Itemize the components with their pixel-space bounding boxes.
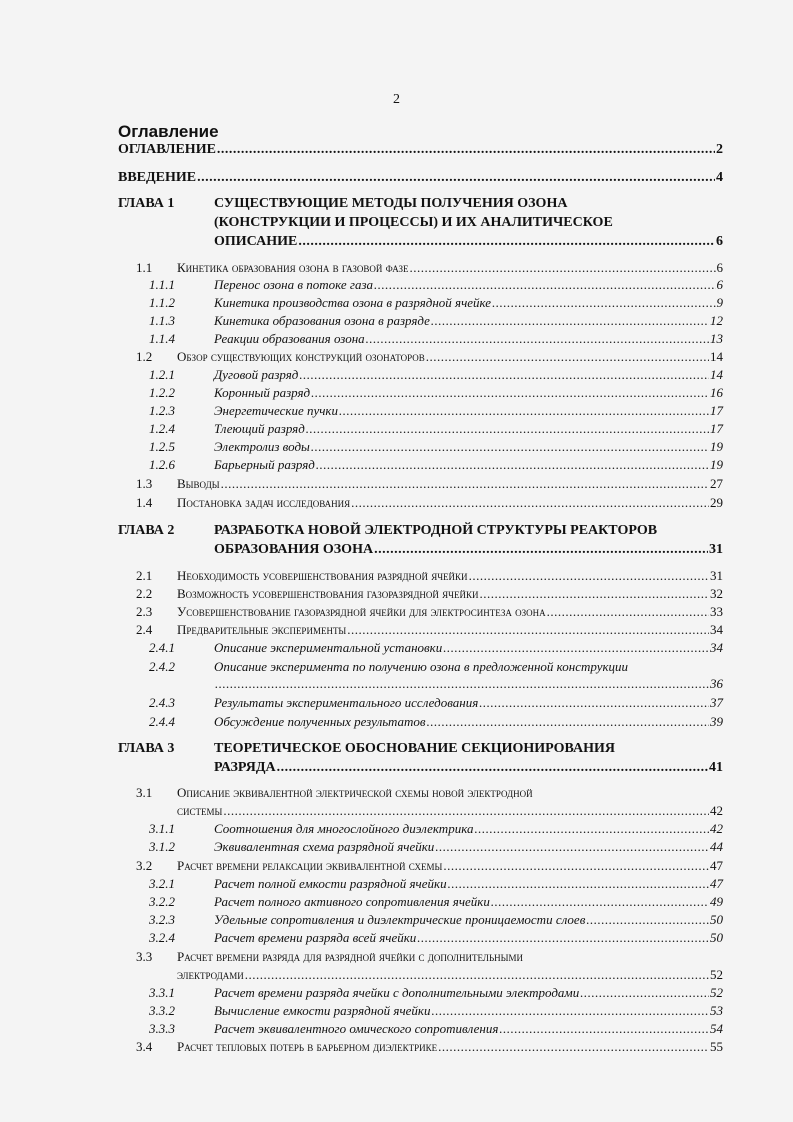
toc-entry-page: 9 <box>716 295 723 310</box>
toc-entry-title: Барьерный разряд <box>214 457 315 472</box>
toc-entry-page: 29 <box>710 495 723 510</box>
toc-entry-title: Кинетика образования озона в газовой фазе <box>177 260 409 275</box>
toc-entry-title: Усовершенствование газоразрядной ячейки для электросинтеза озона <box>177 604 546 619</box>
toc-entry-page: 2 <box>716 142 723 157</box>
toc-entry-page: 50 <box>710 912 723 927</box>
toc-entry-title: Результаты экспериментального исследования <box>214 695 479 710</box>
toc-entry-page: 13 <box>710 331 723 346</box>
toc-entry-number: 3.2.1 <box>149 876 175 891</box>
toc-entry-title: РАЗРЯДА <box>214 760 276 775</box>
toc-entry-number: 3.3.1 <box>149 985 175 1000</box>
toc-entry-title: Энергетические пучки <box>214 403 339 418</box>
toc-entry-title: Расчет времени разряда всей ячейки <box>214 930 417 945</box>
toc-entry-title: Выводы <box>177 476 220 491</box>
toc-entry-title: Расчет тепловых потерь в барьерном диэлектрике <box>177 1039 438 1054</box>
toc-entry-page: 52 <box>710 967 723 982</box>
toc-entry-title: Возможность усовершенствования газоразрядной ячейки <box>177 586 479 601</box>
toc-entry-number: 2.4 <box>136 622 153 637</box>
toc-entry-title: Дуговой разряд <box>214 367 299 382</box>
toc-entry-number: 3.2.3 <box>149 912 175 927</box>
toc-entry-title: Расчет полного активного сопротивления ячейки <box>214 894 490 909</box>
toc-entry-number: 1.1.3 <box>149 313 175 328</box>
toc-entry-page: 44 <box>710 839 723 854</box>
toc-entry-page: 50 <box>710 930 723 945</box>
toc-entry-title: Необходимость усовершенствования разрядной ячейки <box>177 568 468 583</box>
toc-entry-page: 39 <box>710 714 723 729</box>
toc-entry-number: 1.4 <box>136 495 153 510</box>
toc-entry-title: Кинетика образования озона в разряде <box>214 313 430 328</box>
toc-entry-page: 19 <box>710 457 723 472</box>
toc-entry-number: 3.4 <box>136 1039 153 1054</box>
toc-entry-title-line: СУЩЕСТВУЮЩИЕ МЕТОДЫ ПОЛУЧЕНИЯ ОЗОНА <box>214 196 568 211</box>
toc-entry-title: Вычисление емкости разрядной ячейки <box>214 1003 431 1018</box>
toc-entry-page: 52 <box>710 985 723 1000</box>
toc-entry-title: Постановка задач исследования <box>177 495 351 510</box>
toc-entry-page: 34 <box>710 640 723 655</box>
toc-entry-title: Перенос озона в потоке газа <box>214 277 374 292</box>
toc-entry-page: 53 <box>710 1003 723 1018</box>
toc-entry-title: Предварительные эксперименты <box>177 622 347 637</box>
toc-entry-title: Удельные сопротивления и диэлектрические проницаемости слоев <box>214 912 586 927</box>
toc-entry-page: 31 <box>710 568 723 583</box>
toc-entry-title: Коронный разряд <box>214 385 311 400</box>
toc-entry-page: 17 <box>710 421 723 436</box>
toc-entry-number: 1.2.5 <box>149 439 175 454</box>
toc-entry-title: Соотношения для многослойного диэлектрика <box>214 821 474 836</box>
toc-entry-number: 1.1.4 <box>149 331 175 346</box>
toc-entry-title: электродами <box>177 967 244 982</box>
toc-entry-page: 14 <box>710 349 723 364</box>
toc-entry-page: 49 <box>710 894 723 909</box>
toc-entry-title: Электролиз воды <box>214 439 310 454</box>
toc-entry-page: 6 <box>716 277 723 292</box>
toc-entry-title: Обзор существующих конструкций озонаторов <box>177 349 425 364</box>
toc-entry-page: 36 <box>710 676 723 691</box>
toc-entry-number: 1.2.4 <box>149 421 175 436</box>
toc-entry-number: 1.1 <box>136 260 153 275</box>
toc-entry-page: 6 <box>716 260 723 275</box>
toc-entry-page: 14 <box>710 367 723 382</box>
toc-entry-title: Расчет времени разряда ячейки с дополнительными электродами <box>214 985 580 1000</box>
toc-heading: Оглавление <box>118 122 219 141</box>
toc-entry-title-line: Описание эквивалентной электрической схемы новой электродной <box>177 785 533 800</box>
toc-entry-title-line: (КОНСТРУКЦИИ И ПРОЦЕССЫ) И ИХ АНАЛИТИЧЕСКОЕ <box>214 215 613 230</box>
toc-entry-title: системы <box>177 803 223 818</box>
toc-entry-number: 3.2.2 <box>149 894 175 909</box>
toc-entry-title: Расчет времени релаксации эквивалентной схемы <box>177 858 443 873</box>
toc-entry-page: 16 <box>710 385 723 400</box>
toc-entry-title: Тлеющий разряд <box>214 421 305 436</box>
toc-entry-title: ОГЛАВЛЕНИЕ <box>118 142 216 157</box>
toc-entry-number: 3.3 <box>136 949 153 964</box>
toc-entry-number: 2.4.4 <box>149 714 175 729</box>
toc-entry-title: Расчет эквивалентного омического сопротивления <box>214 1021 499 1036</box>
toc-entry-page: 32 <box>710 586 723 601</box>
toc-entry-title-line: Описание эксперимента по получению озона в предложенной конструкции <box>214 659 629 674</box>
toc-entry-title: Реакции образования озона <box>214 331 365 346</box>
toc-entry-number: 2.2 <box>136 586 153 601</box>
toc-entry-number: 1.2.1 <box>149 367 175 382</box>
toc-entry-title-line: Расчет времени разряда для разрядной ячейки с дополнительными <box>177 949 523 964</box>
toc-entry-number: 3.2.4 <box>149 930 175 945</box>
toc-entry-page: 37 <box>710 695 723 710</box>
toc-entry-number: ГЛАВА 1 <box>118 196 175 211</box>
page-number: 2 <box>393 92 400 107</box>
toc-entry-title: ОБРАЗОВАНИЯ ОЗОНА <box>214 542 374 557</box>
toc-entry-title: Кинетика производства озона в разрядной ячейке <box>214 295 492 310</box>
toc-entry-title: Эквивалентная схема разрядной ячейки <box>214 839 435 854</box>
toc-entry-page: 17 <box>710 403 723 418</box>
toc-entry-page: 27 <box>710 476 723 491</box>
toc-entry-number: ГЛАВА 2 <box>118 523 175 538</box>
toc-entry-page: 47 <box>710 858 723 873</box>
toc-entry-number: 3.3.3 <box>149 1021 175 1036</box>
toc-entry-number: 1.2.2 <box>149 385 175 400</box>
toc-entry-title-line: ТЕОРЕТИЧЕСКОЕ ОБОСНОВАНИЕ СЕКЦИОНИРОВАНИЯ <box>214 741 615 756</box>
toc-entry-page: 6 <box>716 234 723 249</box>
toc-entry-number: 2.4.3 <box>149 695 175 710</box>
toc-entry-page: 55 <box>710 1039 723 1054</box>
toc-entry-page: 54 <box>710 1021 723 1036</box>
toc-entry-number: 3.2 <box>136 858 153 873</box>
toc-entry-number: 1.1.2 <box>149 295 175 310</box>
toc-entry-number: 3.1.2 <box>149 839 175 854</box>
toc-entry-number: ГЛАВА 3 <box>118 741 175 756</box>
toc-entry-number: 3.1.1 <box>149 821 175 836</box>
toc-entry-title: Расчет полной емкости разрядной ячейки <box>214 876 447 891</box>
toc-entry-number: 1.2 <box>136 349 153 364</box>
toc-entry-number: 1.2.6 <box>149 457 175 472</box>
toc-entry-number: 2.4.2 <box>149 659 175 674</box>
toc-entry-title: Обсуждение полученных результатов <box>214 714 426 729</box>
toc-entry-page: 41 <box>709 760 723 775</box>
toc-entry-number: 3.1 <box>136 785 153 800</box>
toc-entry-number: 1.3 <box>136 476 153 491</box>
toc-entry-number: 1.2.3 <box>149 403 175 418</box>
toc-entry-page: 4 <box>716 170 723 185</box>
toc-entry-page: 42 <box>710 803 723 818</box>
toc-entry-title-line: РАЗРАБОТКА НОВОЙ ЭЛЕКТРОДНОЙ СТРУКТУРЫ РЕАКТОРОВ <box>214 523 658 538</box>
toc-entry-page: 33 <box>710 604 723 619</box>
toc-entry-page: 19 <box>710 439 723 454</box>
toc-entry-number: 1.1.1 <box>149 277 175 292</box>
toc-entry-number: 3.3.2 <box>149 1003 175 1018</box>
toc-entry-page: 31 <box>709 542 723 557</box>
toc-entry-page: 47 <box>710 876 723 891</box>
toc-entry-title: Описание экспериментальной установки <box>214 640 443 655</box>
toc-entry-number: 2.3 <box>136 604 153 619</box>
toc-entry-number: 2.4.1 <box>149 640 175 655</box>
toc-entry-page: 42 <box>710 821 723 836</box>
toc-entry-title: ОПИСАНИЕ <box>214 234 298 249</box>
toc-entry-number: 2.1 <box>136 568 153 583</box>
toc-entry-page: 34 <box>710 622 723 637</box>
toc-entry-title: ВВЕДЕНИЕ <box>118 170 197 185</box>
toc-entry-page: 12 <box>710 313 723 328</box>
